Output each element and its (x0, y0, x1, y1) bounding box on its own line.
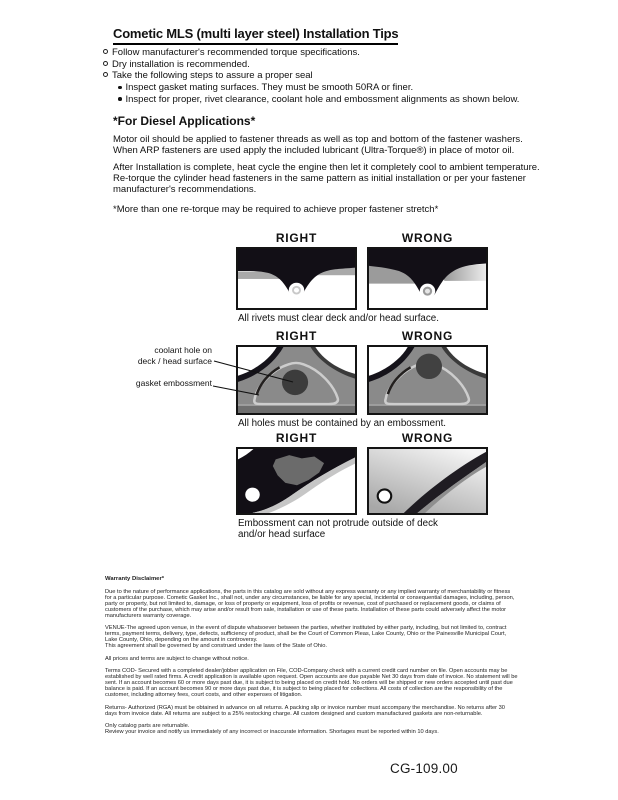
disclaimer-paragraph: Returns- Authorized (RGA) must be obtained in advance on all returns. A packing slip or invoice number must accompany the merchandise. No returns after 30 days from invoice date. All returns are subject to a 25% restocking charge. All custom designed and custom manufactured gaskets are non-returnable. (105, 704, 505, 717)
gasket-embossment-callout: gasket embossment (135, 378, 212, 388)
open-circle-bullet-icon (103, 49, 108, 54)
figure-images (236, 345, 488, 415)
comparison-figures (236, 231, 488, 551)
warranty-disclaimer (105, 576, 518, 742)
figure-caption: All rivets must clear deck and/or head surface. (238, 313, 439, 324)
list-item-text: Inspect for proper, rivet clearance, coolant hole and embossment alignments as shown below. (125, 93, 520, 105)
disclaimer-paragraph: All prices and terms are subject to change without notice. (105, 655, 249, 662)
diagram-rivet-right (236, 247, 357, 310)
figure-images (236, 447, 488, 515)
sub-list-item (103, 94, 583, 106)
caption-line: Embossment can not protrude outside of deck (238, 518, 438, 529)
installation-tips-list (103, 47, 583, 106)
right-label: RIGHT (275, 231, 318, 245)
list-item (103, 47, 583, 59)
wrong-label: WRONG (401, 329, 454, 343)
diagram-coolant-hole-right (236, 345, 357, 415)
disclaimer-paragraph: Only catalog parts are returnable. (105, 723, 190, 729)
diagram-deck-edge-right (236, 447, 357, 515)
disclaimer-paragraph: Review your invoice and notify us immediately of any incorrect or inaccurate information. Shortages must be reported within 10 days. (105, 729, 439, 735)
figure-row-rivets (236, 231, 488, 324)
diagram-coolant-hole-wrong (367, 345, 488, 415)
wrong-label: WRONG (401, 231, 454, 245)
list-item-text: Dry installation is recommended. (112, 58, 250, 70)
list-item (103, 70, 583, 82)
filled-bullet-icon (118, 86, 122, 90)
open-circle-bullet-icon (103, 61, 108, 66)
right-label: RIGHT (275, 329, 318, 343)
list-item-text: Inspect gasket mating surfaces. They must be smooth 50RA or finer. (125, 82, 414, 94)
disclaimer-paragraph: VENUE-The agreed upon venue, in the event of dispute whatsoever between the parties, whether instituted by either party, including, but not limited to, contract terms, payment terms, delivery, type, defects, sufficiency of product, shall be the Court of Common Pleas, Lake County, Ohio or the Painesville Municipal Court, Lake County, Ohio, depending on the amount in controversy. (105, 625, 507, 643)
disclaimer-title: Warranty Disclaimer* (105, 576, 165, 582)
figure-row-embossment (236, 329, 488, 429)
right-label: RIGHT (275, 431, 318, 445)
heat-cycle-paragraph: After Installation is complete, heat cycle the engine then let it completely cool to ambient temperature. Re-torque the cylinder head fasteners in the same pattern as initial installation or per your fastener manufacturer's recommendations. (113, 162, 540, 195)
diagram-rivet-wrong (367, 247, 488, 310)
diesel-section-heading: *For Diesel Applications* (113, 114, 256, 128)
sub-list-item (103, 82, 583, 94)
figure-labels (236, 329, 488, 345)
wrong-label: WRONG (401, 431, 454, 445)
figure-caption: All holes must be contained by an embossment. (238, 418, 447, 429)
figure-images (236, 247, 488, 310)
disclaimer-paragraph: Terms COD- Secured with a completed dealer/jobber application on File, COD-Company check with a current credit card number on file. Open accounts may be established by well rated firms. A credit application is available upon request. Open accounts are due payable Net 30 days from date of invoice. No statement will be sent. If an account becomes 60 or more days past due, it is subject to being placed on credit hold. No orders will be shipped or new orders accepted until past due balance is paid. If an account becomes 90 or more days past due, it is subject to being placed for collections. All costs of collection are the responsibility of the customer, including attorney fees, court costs, and other expenses of litigation. (105, 668, 518, 698)
callout-line: deck / head surface (137, 356, 212, 366)
list-item (103, 59, 583, 71)
disclaimer-paragraph: This agreement shall be governed by and construed under the laws of the State of Ohio. (105, 643, 327, 649)
disclaimer-paragraph: Due to the nature of performance applications, the parts in this catalog are sold without any express warranty or any implied warranty of merchantability or fitness for a particular purpose. Cometic Gasket Inc., shall not, under any circumstances, be liable for any special, incidental or consequential damages, including, person, party or property, but not limited to, damage, or loss of property or equipment, loss of profits or revenue, cost of purchased or replacement goods, or claims of customers of the purchase, which may arise and/or result from sale, installation or use of these parts. Installation of these parts could adversely affect the motor manufacturers warranty coverage. (105, 588, 515, 619)
coolant-hole-callout (98, 345, 212, 367)
figure-caption (238, 518, 488, 540)
figure-row-deck-edge (236, 431, 488, 540)
figure-labels (236, 431, 488, 447)
caption-line: and/or head surface (238, 529, 326, 540)
retorque-note: *More than one re-torque may be required to achieve proper fastener stretch* (113, 204, 439, 215)
open-circle-bullet-icon (103, 72, 108, 77)
list-item-text: Take the following steps to assure a proper seal (112, 70, 313, 82)
diagram-deck-edge-wrong (367, 447, 488, 515)
diesel-paragraph: Motor oil should be applied to fastener threads as well as top and bottom of the fastener washers. When ARP fasteners are used apply the included lubricant (Ultra-Torque®) in place of motor oil. (113, 134, 523, 156)
page-title: Cometic MLS (multi layer steel) Installation Tips (113, 26, 398, 45)
callout-line: coolant hole on (154, 345, 212, 355)
list-item-text: Follow manufacturer's recommended torque specifications. (112, 47, 360, 58)
document-code: CG-109.00 (390, 761, 458, 776)
filled-bullet-icon (118, 97, 122, 101)
figure-labels (236, 231, 488, 247)
